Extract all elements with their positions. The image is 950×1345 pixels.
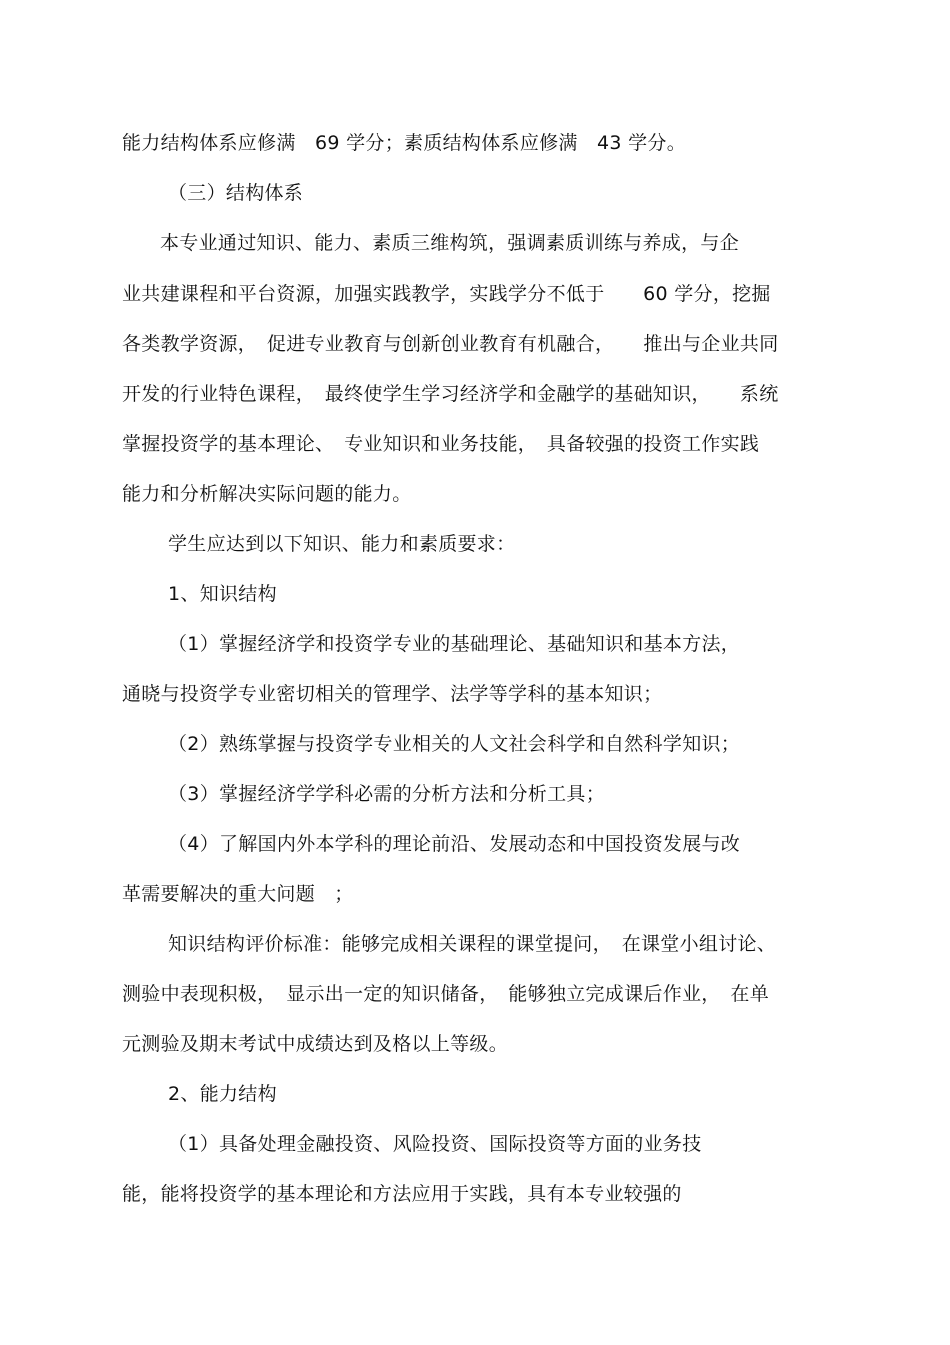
paragraph-line: 各类教学资源， 促进专业教育与创新创业教育有机融合， 推出与企业共同 [122,333,779,355]
text-line-credits: 能力结构体系应修满 69 学分；素质结构体系应修满 43 学分。 [122,132,687,154]
paragraph-line: 测验中表现积极， 显示出一定的知识储备， 能够独立完成课后作业， 在单 [122,983,770,1005]
list-item: （3）掌握经济学学科必需的分析方法和分析工具； [168,783,605,805]
paragraph-line: 开发的行业特色课程， 最终使学生学习经济学和金融学的基础知识， 系统 [122,383,779,405]
subheading-ability-structure: 2、能力结构 [168,1083,277,1105]
paragraph-line: 掌握投资学的基本理论、 专业知识和业务技能， 具备较强的投资工作实践 [122,433,760,455]
paragraph-line: 能力和分析解决实际问题的能力。 [122,483,412,505]
paragraph-line: 元测验及期末考试中成绩达到及格以上等级。 [122,1033,509,1055]
section-heading-structure-system: （三）结构体系 [168,182,304,204]
list-item: （2）熟练掌握与投资学专业相关的人文社会科学和自然科学知识； [168,733,741,755]
paragraph-line: 知识结构评价标准：能够完成相关课程的课堂提问， 在课堂小组讨论、 [168,933,777,955]
paragraph-line: 本专业通过知识、能力、素质三维构筑，强调素质训练与养成，与企 [160,232,740,254]
paragraph-line: 业共建课程和平台资源，加强实践教学，实践学分不低于 60 学分，挖掘 [122,283,771,305]
list-item-continuation: 通晓与投资学专业密切相关的管理学、法学等学科的基本知识； [122,683,663,705]
list-item-continuation: 革需要解决的重大问题 ； [122,883,354,905]
list-item: （1）掌握经济学和投资学专业的基础理论、基础知识和基本方法， [168,633,741,655]
list-item-continuation: 能，能将投资学的基本理论和方法应用于实践，具有本专业较强的 [122,1183,682,1205]
subheading-knowledge-structure: 1、知识结构 [168,583,277,605]
paragraph-line: 学生应达到以下知识、能力和素质要求： [168,533,516,555]
list-item: （4）了解国内外本学科的理论前沿、发展动态和中国投资发展与改 [168,833,741,855]
list-item: （1）具备处理金融投资、风险投资、国际投资等方面的业务技 [168,1133,702,1155]
